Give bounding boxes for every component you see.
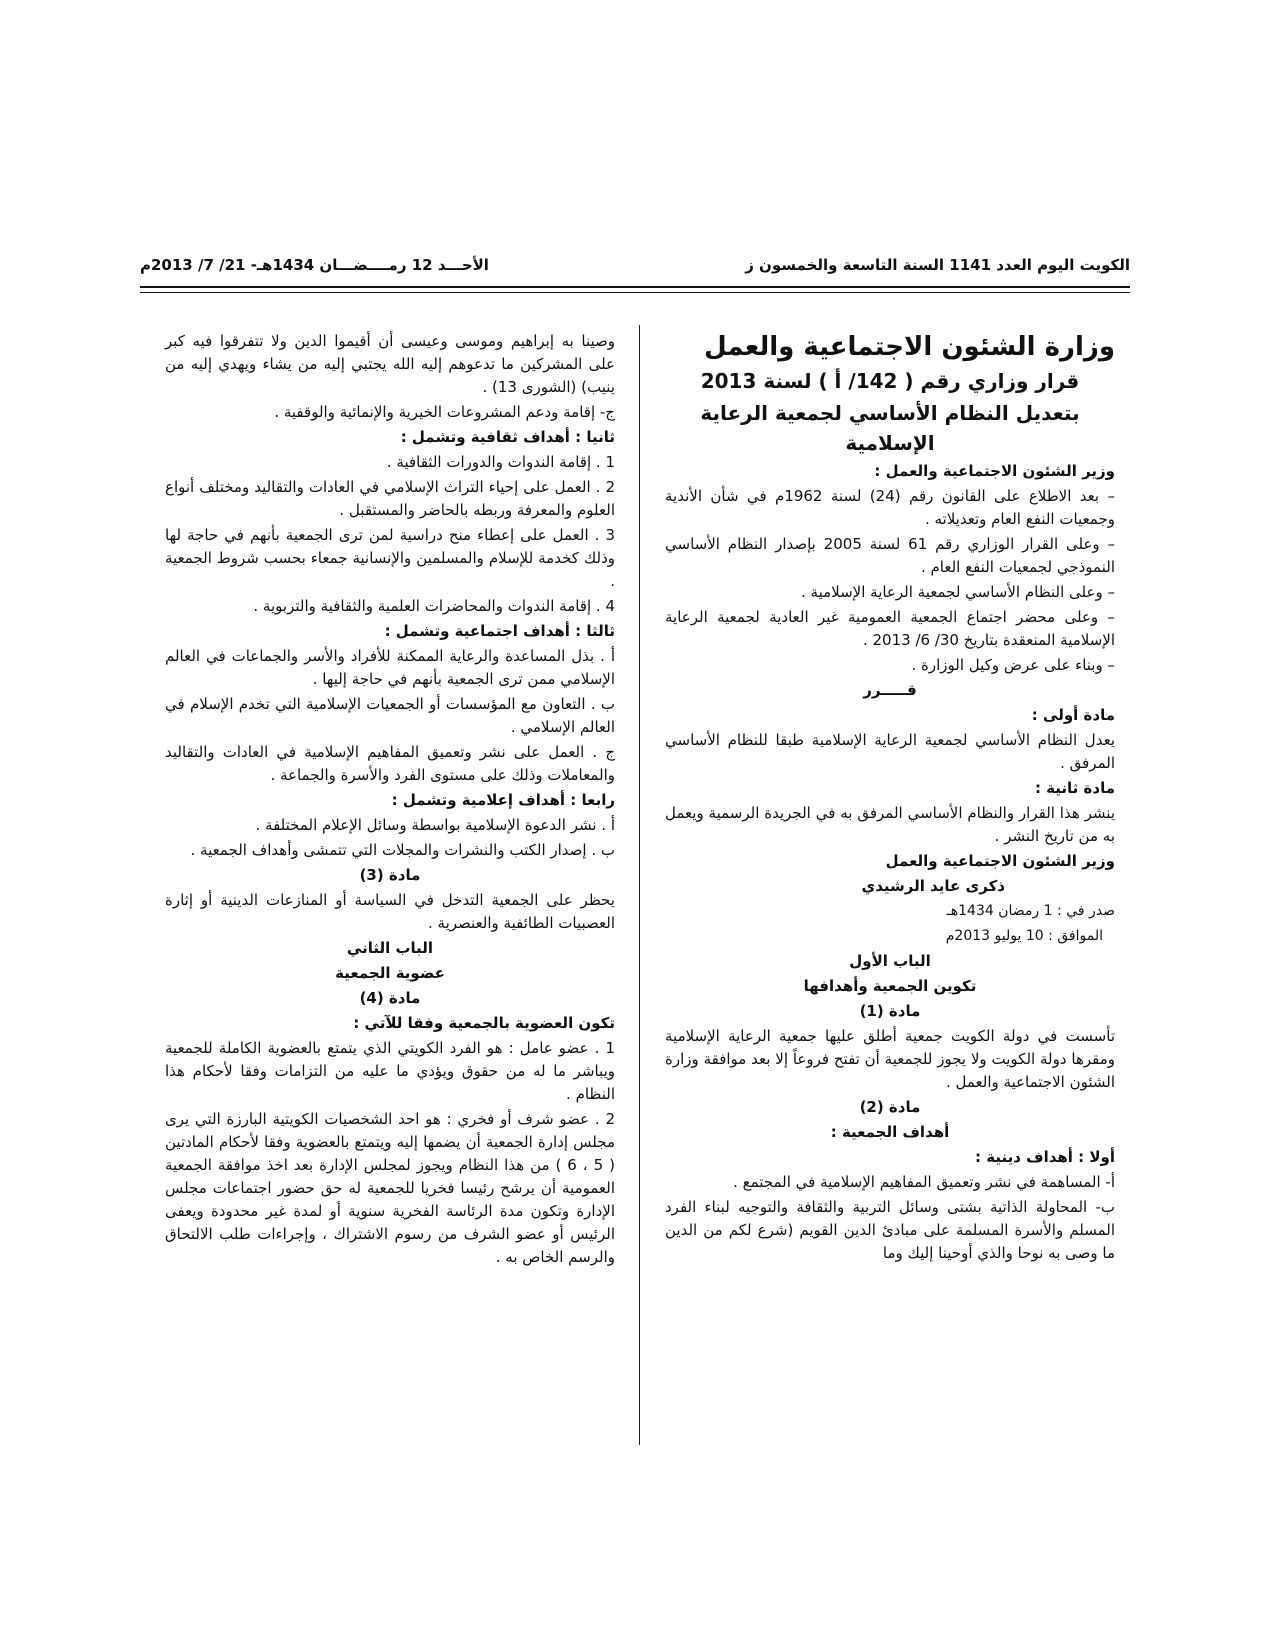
header-issue-info: الكويت اليوم العدد 1141 السنة التاسعة والخمسون ز	[745, 256, 1130, 274]
article-second-text: ينشر هذا القرار والنظام الأساسي المرفق به في الجريدة الرسمية ويعمل به من تاريخ النشر .	[665, 804, 1115, 845]
religious-goal-b: ب- المحاولة الذاتية بشتى وسائل التربية والثقافة والتوجيه لبناء الفرد المسلم والأسرة المسلمة على مبادئ الدين القويم (شرع لكم من الدين ما وصى به نوحا والذي أوحينا إليك وما	[665, 1198, 1115, 1262]
signature-title: وزير الشئون الاجتماعية والعمل	[885, 852, 1115, 870]
preamble-2: – وعلى القرار الوزاري رقم 61 لسنة 2005 بإصدار النظام الأساسي النموذجي لجمعيات النفع العام .	[665, 535, 1116, 576]
decision-title: قرار وزاري رقم ( 142/ أ ) لسنة 2013	[700, 369, 1080, 393]
article-first-text: يعدل النظام الأساسي لجمعية الرعاية الإسلامية طبقا للنظام الأساسي المرفق .	[665, 731, 1115, 772]
chapter-one-heading: الباب الأول	[849, 952, 931, 970]
decision-subtitle: بتعديل النظام الأساسي لجمعية الرعاية الإسلامية	[700, 401, 1080, 455]
social-goal-a: أ . بذل المساعدة والرعاية الممكنة للأفراد والأسر والجماعات في العالم الإسلامي ممن ترى الجمعية بأنهم في حاجة إليها .	[165, 647, 615, 688]
preamble-4: – وعلى محضر اجتماع الجمعية العمومية غير العادية لجمعية الرعاية الإسلامية المنعقدة بتاريخ 30/ 6/ 2013 .	[665, 608, 1115, 649]
article-first-title: مادة أولى :	[1031, 706, 1115, 724]
chapter-two-title: عضوية الجمعية	[335, 964, 445, 982]
membership-active: 1 . عضو عامل : هو الفرد الكويتي الذي يتمتع بالعضوية الكاملة للجمعية ويباشر ما له من حقوق ويؤدي ما عليه من التزامات وفقا لأحكام هذا النظام .	[165, 1039, 615, 1103]
religious-goals-heading: أولا : أهداف دينية :	[975, 1148, 1115, 1166]
cultural-goal-3: 3 . العمل على إعطاء منح دراسية لمن ترى الجمعية بأنهم في حاجة لها وذلك كخدمة للإسلام والمسلمين والإنسانية جمعاء بحسب شروط الجمعية .	[165, 526, 615, 590]
media-goal-b: ب . إصدار الكتب والنشرات والمجلات التي تتمشى وأهداف الجمعية .	[190, 841, 615, 859]
religious-goal-c: ج- إقامة ودعم المشروعات الخيرية والإنمائية والوقفية .	[274, 403, 615, 421]
article-3-text: يحظر على الجمعية التدخل في السياسة أو المنازعات الدينية أو إثارة العصبيات الطائفية والعنصرية .	[165, 891, 615, 932]
social-goal-c: ج . العمل على نشر وتعميق المفاهيم الإسلامية في العادات والتقاليد والمعاملات وذلك على مستوى الفرد والأسرة والجماعة .	[165, 743, 615, 784]
article-1-text: تأسست في دولة الكويت جمعية أطلق عليها جمعية الرعاية الإسلامية ومقرها دولة الكويت ولا يجوز للجمعية أن تفتح فروعاً إلا بعد موافقة وزارة الشئون الاجتماعية والعمل .	[665, 1027, 1115, 1091]
decides-heading: قـــــرر	[863, 681, 917, 699]
membership-intro: تكون العضوية بالجمعية وفقا للآتي :	[353, 1014, 615, 1032]
preamble-1: – بعد الاطلاع على القانون رقم (24) لسنة 1962م في شأن الأندية وجمعيات النفع العام وتعديلاته .	[665, 487, 1115, 528]
social-goals-heading: ثالثا : أهداف اجتماعية وتشمل :	[384, 622, 615, 640]
gazette-header	[140, 248, 1130, 282]
chapter-one-title: تكوين الجمعية وأهدافها	[803, 977, 977, 995]
right-column	[665, 330, 1115, 1267]
article-1-heading: مادة (1)	[859, 1002, 921, 1020]
left-column	[165, 330, 615, 1271]
article-2-heading: مادة (2)	[859, 1098, 921, 1116]
signature-name: ذكرى عايد الرشيدي	[861, 877, 1005, 895]
preamble-3: – وعلى النظام الأساسي لجمعية الرعاية الإسلامية .	[801, 583, 1115, 601]
header-rule	[140, 286, 1130, 288]
cultural-goal-4: 4 . إقامة الندوات والمحاضرات العلمية والثقافية والتربوية .	[253, 597, 615, 615]
cultural-goal-1: 1 . إقامة الندوات والدورات الثقافية .	[386, 453, 615, 471]
quran-continuation: وصينا به إبراهيم وموسى وعيسى أن أقيموا الدين ولا تتفرقوا فيه كبر على المشركين ما تدعوهم إليه الله يجتبي إليه من يشاء ويهدي إليه من ينيب) (الشورى 13) .	[165, 332, 615, 396]
cultural-goal-2: 2 . العمل على إحياء التراث الإسلامي في العادات والتقاليد ومختلف أنواع العلوم والمعرفة وربطه بالحاضر والمستقبل .	[165, 478, 615, 519]
article-4-heading: مادة (4)	[359, 989, 421, 1007]
cultural-goals-heading: ثانيا : أهداف ثقافية وتشمل :	[400, 428, 615, 446]
religious-goal-a: أ- المساهمة في نشر وتعميق المفاهيم الإسلامية في المجتمع .	[733, 1173, 1115, 1191]
chapter-two-heading: الباب الثاني	[346, 939, 434, 957]
column-divider	[639, 325, 640, 1445]
ministry-title: وزارة الشئون الاجتماعية والعمل	[704, 332, 1115, 362]
article-second-title: مادة ثانية :	[1034, 779, 1115, 797]
membership-honorary: 2 . عضو شرف أو فخري : هو احد الشخصيات الكويتية البارزة التي يرى مجلس إدارة الجمعية أن يضمها إليه ويتمتع بالعضوية وفقا لأحكام المادتين ( 5 ، 6 ) من هذا النظام ويجوز لمجلس الإدارة بعد اخذ موافقة الجمعية العمومية أن يرشح رئيسا فخريا للجمعية له حق حضور اجتماعات مجلس الإدارة وتكون مدة الرئاسة الفخرية سنوية أو لمدة غير محدودة ويعفى الرئيس أو عضو الشرف من رسوم الاشتراك ، وإجراءات طلب الالتحاق والرسم الخاص به .	[165, 1110, 615, 1266]
minister-intro: وزير الشئون الاجتماعية والعمل :	[874, 462, 1115, 480]
social-goal-b: ب . التعاون مع المؤسسات أو الجمعيات الإسلامية التي تخدم الإسلام في العالم الإسلامي .	[165, 695, 615, 736]
header-rule-thin	[140, 292, 1130, 293]
corresponding-date: الموافق : 10 يوليو 2013م	[945, 928, 1103, 944]
media-goal-a: أ . نشر الدعوة الإسلامية بواسطة وسائل الإعلام المختلفة .	[255, 816, 615, 834]
media-goals-heading: رابعا : أهداف إعلامية وتشمل :	[391, 791, 615, 809]
header-date: الأحـــد 12 رمــــضـــان 1434هـ- 21/ 7/ 2013م	[140, 256, 489, 274]
preamble-5: – وبناء على عرض وكيل الوزارة .	[911, 656, 1115, 674]
association-goals-heading: أهداف الجمعية :	[830, 1123, 950, 1141]
issued-date: صدر في : 1 رمضان 1434هـ	[946, 903, 1115, 919]
article-3-heading: مادة (3)	[359, 866, 421, 884]
